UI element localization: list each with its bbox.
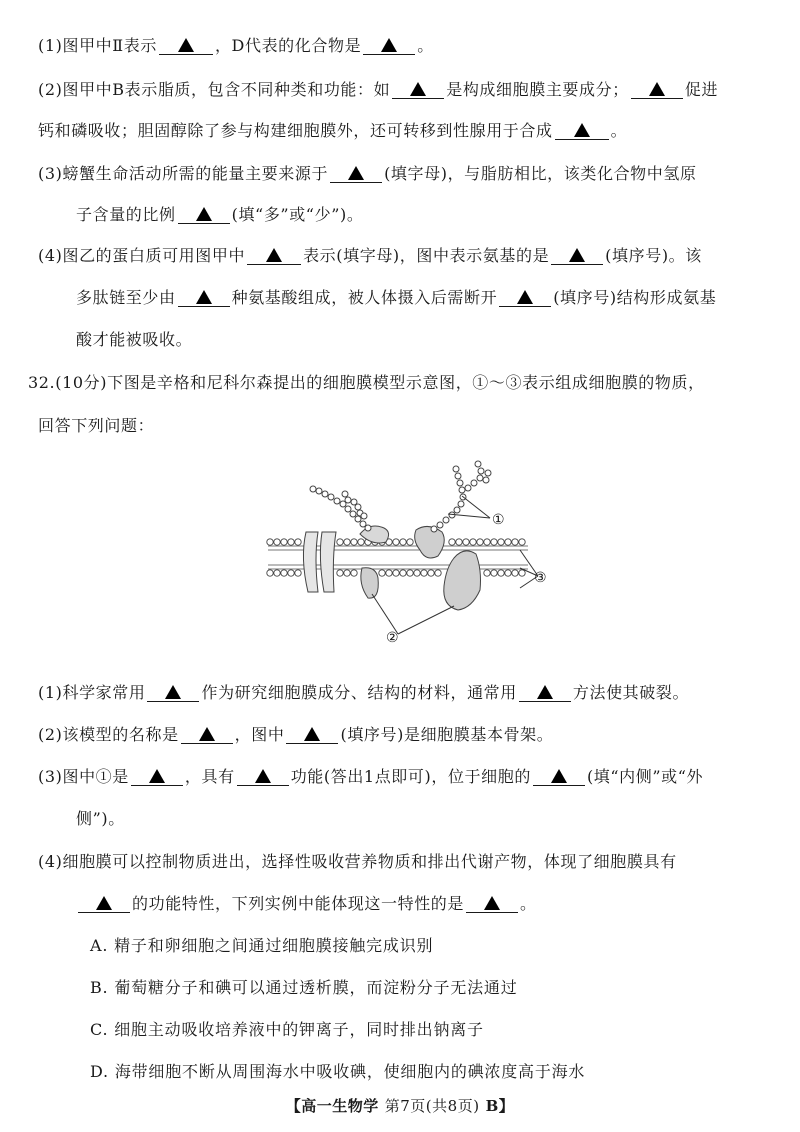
triangle-icon — [484, 896, 500, 910]
q32-stem-line1: 32.(10分)下图是辛格和尼科尔森提出的细胞膜模型示意图，①～③表示组成细胞膜的物质， — [28, 373, 705, 392]
lipid-head — [337, 539, 343, 545]
triangle-icon — [569, 248, 585, 262]
q31-part3-line1: (3)螃蟹生命活动所需的能量主要来源于 (填字母)，与脂肪相比，该类化合物中氢原 — [38, 164, 697, 183]
triangle-icon — [304, 727, 320, 741]
figure-label-1: ① — [492, 512, 505, 528]
answer-blank[interactable] — [330, 166, 382, 183]
q31-part4-line3: 酸才能被吸收。 — [76, 330, 193, 349]
q31-part1: (1)图甲中Ⅱ表示 ，D代表的化合物是 。 — [38, 36, 434, 55]
answer-blank[interactable] — [237, 769, 289, 786]
lipid-head — [400, 539, 406, 545]
triangle-icon — [410, 82, 426, 96]
lipid-head — [274, 539, 280, 545]
answer-blank[interactable] — [286, 727, 338, 744]
triangle-icon — [517, 290, 533, 304]
answer-blank[interactable] — [392, 82, 444, 99]
embedded-protein-small — [361, 568, 378, 598]
lipid-head — [393, 570, 399, 576]
q32-part4-line2: 的功能特性，下列实例中能体现这一特性的是 。 — [76, 891, 537, 914]
lipid-head — [267, 539, 273, 545]
answer-blank[interactable] — [555, 123, 609, 140]
figure-label-3: ③ — [534, 570, 547, 586]
lipid-head — [344, 539, 350, 545]
lipid-head — [414, 570, 420, 576]
lipid-head — [519, 570, 525, 576]
q32-part3-line2: 侧”)。 — [76, 809, 125, 828]
lipid-head — [344, 570, 350, 576]
q32-part4-line1: (4)细胞膜可以控制物质进出，选择性吸收营养物质和排出代谢产物，体现了细胞膜具有 — [38, 852, 677, 871]
lipid-head — [456, 539, 462, 545]
lipid-head — [484, 539, 490, 545]
lipid-head — [267, 570, 273, 576]
answer-blank[interactable] — [363, 38, 415, 55]
lipid-head — [449, 539, 455, 545]
answer-blank[interactable] — [533, 769, 585, 786]
lipid-head — [512, 570, 518, 576]
answer-blank[interactable] — [78, 896, 130, 913]
lipid-head — [512, 539, 518, 545]
lipid-head — [358, 539, 364, 545]
lipid-head — [274, 570, 280, 576]
lipid-head — [407, 539, 413, 545]
answer-blank[interactable] — [159, 38, 213, 55]
triangle-icon — [178, 38, 194, 52]
q31-part4-line2: 多肽链至少由 种氨基酸组成，被人体摄入后需断开 (填序号)结构形成氨基 — [76, 288, 717, 307]
triangle-icon — [165, 685, 181, 699]
triangle-icon — [196, 290, 212, 304]
lipid-head — [295, 539, 301, 545]
lipid-head — [407, 570, 413, 576]
q31-part4-line1: (4)图乙的蛋白质可用图甲中 表示(填字母)，图中表示氨基的是 (填序号)。该 — [38, 246, 702, 265]
lipid-head — [351, 570, 357, 576]
q32-stem-line2: 回答下列问题： — [38, 416, 155, 435]
triangle-icon — [96, 896, 112, 910]
lipid-head — [288, 539, 294, 545]
lipid-head — [400, 570, 406, 576]
lipid-head — [288, 570, 294, 576]
triangle-icon — [649, 82, 665, 96]
q31-part2-line1: (2)图甲中B表示脂质，包含不同种类和功能：如 是构成细胞膜主要成分； 促进 — [38, 80, 719, 99]
answer-blank[interactable] — [178, 290, 230, 307]
answer-blank[interactable] — [247, 248, 301, 265]
answer-blank[interactable] — [131, 769, 183, 786]
membrane-model-figure — [258, 458, 558, 658]
triangle-icon — [348, 166, 364, 180]
triangle-icon — [196, 207, 212, 221]
option-d[interactable]: D. 海带细胞不断从周围海水中吸收碘，使细胞内的碘浓度高于海水 — [90, 1062, 586, 1081]
lipid-head — [386, 570, 392, 576]
lipid-head — [435, 570, 441, 576]
figure-label-2: ② — [386, 630, 399, 646]
lipid-head — [295, 570, 301, 576]
lipid-head — [484, 570, 490, 576]
option-a[interactable]: A. 精子和卵细胞之间通过细胞膜接触完成识别 — [90, 936, 434, 955]
q32-part2: (2)该模型的名称是 ，图中 (填序号)是细胞膜基本骨架。 — [38, 725, 554, 744]
footer-subject: 【高一生物学 — [285, 1097, 379, 1115]
lipid-head — [491, 570, 497, 576]
lipid-head — [505, 570, 511, 576]
triangle-icon — [149, 769, 165, 783]
page-footer — [0, 1095, 800, 1116]
triangle-icon — [551, 769, 567, 783]
option-b[interactable]: B. 葡萄糖分子和碘可以通过透析膜，而淀粉分子无法通过 — [90, 978, 518, 997]
transmembrane-protein-large — [444, 551, 481, 610]
answer-blank[interactable] — [519, 685, 571, 702]
lipid-head — [351, 539, 357, 545]
lipid-head — [470, 539, 476, 545]
answer-blank[interactable] — [181, 727, 233, 744]
lipid-head — [281, 539, 287, 545]
triangle-icon — [537, 685, 553, 699]
lipid-head — [281, 570, 287, 576]
lipid-head — [421, 570, 427, 576]
q31-part3-line2: 子含量的比例 (填“多”或“少”)。 — [76, 205, 364, 224]
lipid-head — [337, 570, 343, 576]
answer-blank[interactable] — [551, 248, 603, 265]
lipid-head — [519, 539, 525, 545]
channel-protein — [303, 532, 336, 592]
answer-blank[interactable] — [631, 82, 683, 99]
answer-blank[interactable] — [466, 896, 518, 913]
lipid-head — [477, 539, 483, 545]
answer-blank[interactable] — [178, 207, 230, 224]
answer-blank[interactable] — [499, 290, 551, 307]
lipid-head — [393, 539, 399, 545]
lipid-head — [505, 539, 511, 545]
triangle-icon — [266, 248, 282, 262]
lipid-head — [379, 570, 385, 576]
q31-part2-line2: 钙和磷吸收；胆固醇除了参与构建细胞膜外，还可转移到性腺用于合成 。 — [38, 121, 628, 140]
lipid-head — [498, 539, 504, 545]
footer-version: B】 — [485, 1097, 515, 1115]
answer-blank[interactable] — [147, 685, 199, 702]
glycocalyx-chains — [310, 461, 491, 532]
triangle-icon — [255, 769, 271, 783]
lipid-head — [498, 570, 504, 576]
lipid-head — [491, 539, 497, 545]
footer-page: 第7页(共8页) — [384, 1097, 480, 1115]
q32-part3-line1: (3)图中①是 ，具有 功能(答出1点即可)，位于细胞的 (填“内侧”或“外 — [38, 767, 704, 786]
triangle-icon — [574, 123, 590, 137]
q32-part1: (1)科学家常用 作为研究细胞膜成分、结构的材料，通常用 方法使其破裂。 — [38, 683, 690, 702]
glycoprotein — [415, 526, 445, 558]
triangle-icon — [199, 727, 215, 741]
triangle-icon — [381, 38, 397, 52]
lipid-head — [463, 539, 469, 545]
lipid-head — [428, 570, 434, 576]
option-c[interactable]: C. 细胞主动吸收培养液中的钾离子，同时排出钠离子 — [90, 1020, 484, 1039]
